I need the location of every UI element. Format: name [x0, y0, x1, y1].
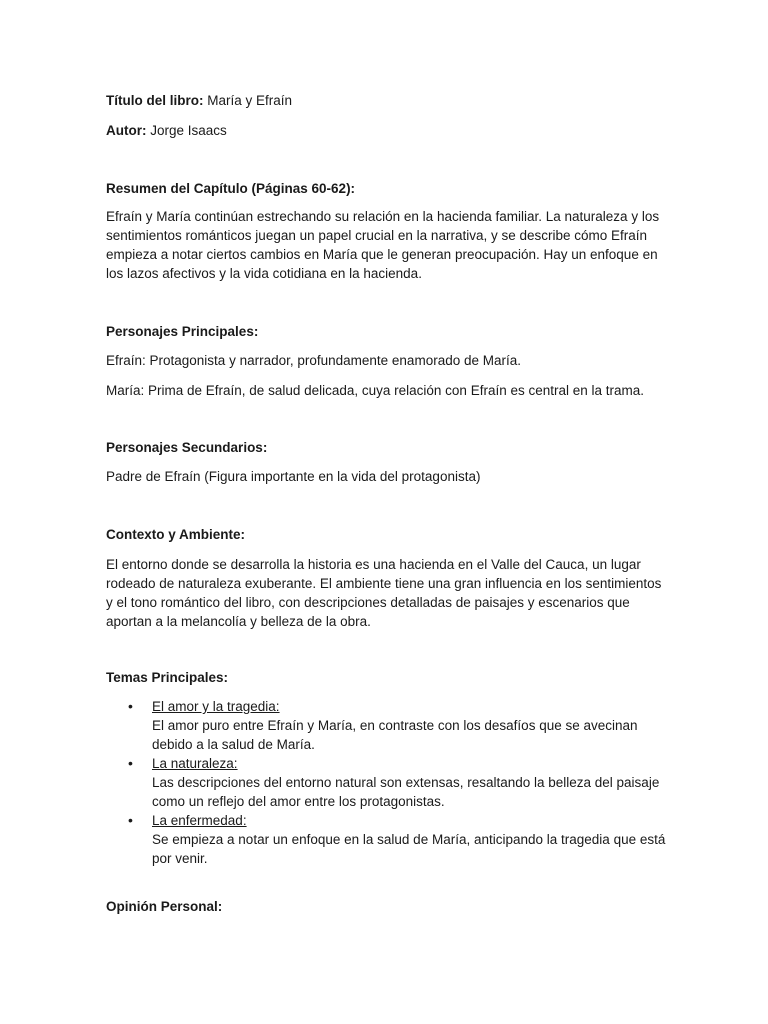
themes-heading: Temas Principales: — [106, 670, 229, 685]
opinion-heading: Opinión Personal: — [106, 899, 223, 914]
author-label: Autor: — [106, 123, 147, 138]
author-line — [106, 121, 227, 140]
context-paragraph: El entorno donde se desarrolla la historia es una hacienda en el Valle del Cauca, un lugar rodeado de naturaleza exuberante. El ambiente tiene una gran influencia en los sentimientos y el tono romántico del libro, con descripciones detalladas de paisajes y escenarios que aportan a la melancolía y belleza de la obra. — [106, 557, 662, 629]
book-title-value: María y Efraín — [207, 93, 293, 108]
bullet-icon: • — [128, 755, 133, 771]
main-characters-heading: Personajes Principales: — [106, 324, 259, 339]
theme-body: Se empieza a notar un enfoque en la salud de María, anticipando la tragedia que está por venir. — [152, 832, 666, 866]
author-value: Jorge Isaacs — [150, 123, 227, 138]
book-title-label: Título del libro: — [106, 93, 204, 108]
secondary-character-item: Padre de Efraín (Figura importante en la vida del protagonista) — [106, 469, 481, 484]
book-title-line — [106, 91, 292, 110]
secondary-characters-heading: Personajes Secundarios: — [106, 440, 268, 455]
context-heading: Contexto y Ambiente: — [106, 527, 246, 542]
summary-heading: Resumen del Capítulo (Páginas 60-62): — [106, 181, 356, 196]
bullet-icon: • — [128, 698, 133, 714]
main-character-item: Efraín: Protagonista y narrador, profundamente enamorado de María. — [106, 353, 521, 368]
theme-title: La naturaleza: — [152, 756, 238, 771]
theme-title: La enfermedad: — [152, 813, 247, 828]
theme-body: Las descripciones del entorno natural son extensas, resaltando la belleza del paisaje como un reflejo del amor entre los protagonistas. — [152, 775, 660, 809]
theme-body: El amor puro entre Efraín y María, en contraste con los desafíos que se avecinan debido a la salud de María. — [152, 718, 638, 752]
bullet-icon: • — [128, 812, 133, 828]
summary-paragraph: Efraín y María continúan estrechando su relación en la hacienda familiar. La naturaleza y los sentimientos románticos juegan un papel crucial en la narrativa, y se describe cómo Efraín empieza a notar ciertos cambios en María que le generan preocupación. Hay un enfoque en los lazos afectivos y la vida cotidiana en la hacienda. — [106, 209, 660, 281]
theme-title: El amor y la tragedia: — [152, 699, 280, 714]
main-character-item: María: Prima de Efraín, de salud delicada, cuya relación con Efraín es central en la trama. — [106, 383, 645, 398]
